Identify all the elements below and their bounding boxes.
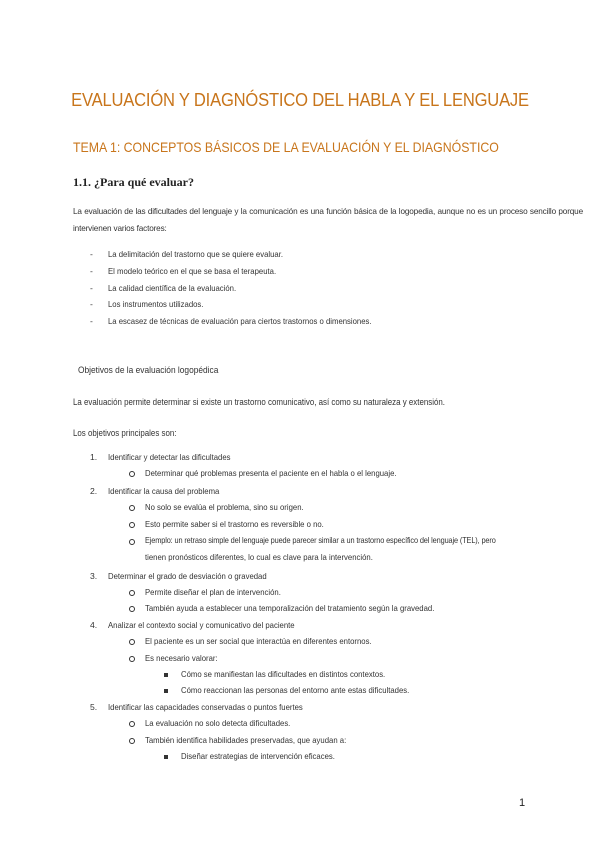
circle-bullet-icon xyxy=(129,738,135,744)
objective-subitem-continuation: tienen pronósticos diferentes, lo cual es clave para la intervención. xyxy=(145,552,373,562)
number-marker: 1. xyxy=(90,452,98,462)
objective-item: Identificar la causa del problema xyxy=(108,486,220,496)
objective-item: Identificar las capacidades conservadas o puntos fuertes xyxy=(108,702,303,712)
dash-marker: - xyxy=(90,316,93,326)
objective-subitem: Permite diseñar el plan de intervención. xyxy=(145,587,281,597)
objective-subitem: También ayuda a establecer una temporalización del tratamiento según la gravedad. xyxy=(145,603,435,613)
objective-subitem: El paciente es un ser social que interactúa en diferentes entornos. xyxy=(145,636,372,646)
circle-bullet-icon xyxy=(129,522,135,528)
circle-bullet-icon xyxy=(129,606,135,612)
number-marker: 5. xyxy=(90,702,98,712)
page-number: 1 xyxy=(519,797,526,809)
objective-item: Analizar el contexto social y comunicativo del paciente xyxy=(108,620,295,630)
objective-subitem: Ejemplo: un retraso simple del lenguaje puede parecer similar a un trastorno específico del lenguaje (TEL), pero xyxy=(145,536,496,545)
dash-marker: - xyxy=(90,283,93,293)
section-heading: 1.1. ¿Para qué evaluar? xyxy=(73,175,194,189)
objective-item: Determinar el grado de desviación o gravedad xyxy=(108,571,267,581)
objectives-intro: La evaluación permite determinar si existe un trastorno comunicativo, así como su naturaleza y extensión. xyxy=(73,397,445,407)
objective-item: Identificar y detectar las dificultades xyxy=(108,452,231,462)
square-bullet-icon xyxy=(164,689,168,693)
factor-item: La delimitación del trastorno que se quiere evaluar. xyxy=(108,249,283,259)
tema-heading: TEMA 1: CONCEPTOS BÁSICOS DE LA EVALUACIÓN Y EL DIAGNÓSTICO xyxy=(73,139,499,155)
dash-marker: - xyxy=(90,299,93,309)
factor-item: La calidad científica de la evaluación. xyxy=(108,283,237,293)
circle-bullet-icon xyxy=(129,721,135,727)
dash-marker: - xyxy=(90,266,93,276)
objective-subsubitem: Cómo se manifiestan las dificultades en distintos contextos. xyxy=(181,669,386,679)
circle-bullet-icon xyxy=(129,656,135,662)
objective-subitem: La evaluación no solo detecta dificultades. xyxy=(145,718,291,728)
square-bullet-icon xyxy=(164,673,168,677)
square-bullet-icon xyxy=(164,755,168,759)
circle-bullet-icon xyxy=(129,639,135,645)
objective-subitem: No solo se evalúa el problema, sino su origen. xyxy=(145,502,304,512)
objective-subsubitem: Diseñar estrategias de intervención eficaces. xyxy=(181,751,335,761)
objective-subitem: Esto permite saber si el trastorno es reversible o no. xyxy=(145,519,324,529)
dash-marker: - xyxy=(90,249,93,259)
document-title: EVALUACIÓN Y DIAGNÓSTICO DEL HABLA Y EL LENGUAJE xyxy=(71,90,529,110)
factor-item: La escasez de técnicas de evaluación para ciertos trastornos o dimensiones. xyxy=(108,316,372,326)
number-marker: 3. xyxy=(90,571,98,581)
circle-bullet-icon xyxy=(129,505,135,511)
factor-item: Los instrumentos utilizados. xyxy=(108,299,204,309)
objective-subitem: También identifica habilidades preservadas, que ayudan a: xyxy=(145,735,347,745)
objective-subsubitem: Cómo reaccionan las personas del entorno ante estas dificultades. xyxy=(181,685,410,695)
objectives-heading: Objetivos de la evaluación logopédica xyxy=(78,365,219,376)
number-marker: 4. xyxy=(90,620,98,630)
objective-subitem: Es necesario valorar: xyxy=(145,653,218,663)
circle-bullet-icon xyxy=(129,590,135,596)
intro-paragraph: La evaluación de las dificultades del lenguaje y la comunicación es una función básica de la logopedia, aunque no es un proceso sencillo porque intervienen varios factores: xyxy=(73,207,583,233)
factor-item: El modelo teórico en el que se basa el terapeuta. xyxy=(108,266,277,276)
circle-bullet-icon xyxy=(129,471,135,477)
objective-subitem: Determinar qué problemas presenta el paciente en el habla o el lenguaje. xyxy=(145,468,397,478)
number-marker: 2. xyxy=(90,486,98,496)
objectives-lead: Los objetivos principales son: xyxy=(73,428,177,438)
circle-bullet-icon xyxy=(129,539,135,545)
